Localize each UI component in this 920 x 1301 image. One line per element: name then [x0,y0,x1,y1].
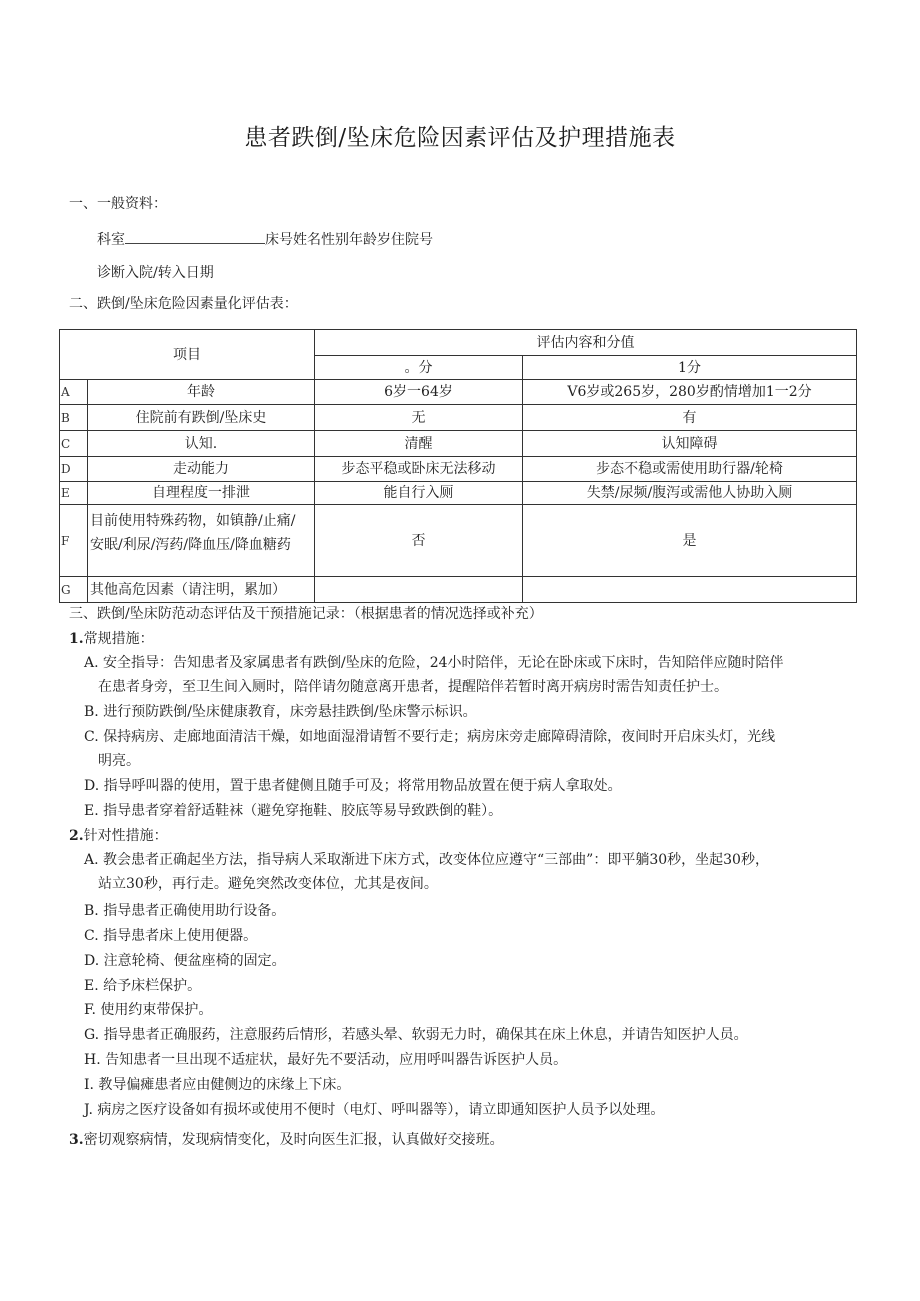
row-score0: 步态平稳或卧床无法移动 [315,457,523,482]
row-score0: 清醒 [315,431,523,457]
row-score1: 失禁/尿频/腹泻或需他人协助入厕 [523,482,857,505]
row-code: B [60,405,88,431]
table-row [60,505,857,577]
header-score1: 1分 [523,356,857,380]
row-code: C [60,431,88,457]
header-score0: 。分 [315,356,523,380]
routine-item-c [84,725,775,773]
observe-line [69,1130,504,1150]
dept-label: 科室 [97,232,125,248]
section2-heading: 二、跌倒/坠床危险因素量化评估表： [69,296,298,312]
targeted-item-e: E. 给予床栏保护。 [84,978,202,994]
routine-item-a [84,651,784,699]
table-row [60,380,857,405]
row-score1: V6岁或265岁，280岁酌情增加1一2分 [523,380,857,405]
row-item-line2: 安眠/利尿/泻药/降血压/降血糖药 [90,537,291,553]
measure-line: 明亮。 [98,753,140,769]
row-score1: 有 [523,405,857,431]
row-item: 其他高危因素（请注明，累加） [88,577,315,603]
measure-line: C. 保持病房、走廊地面清洁干燥，如地面湿滑请暂不要行走；病房床旁走廊障碍清除，夜间时开启床头灯，光线 [84,729,776,745]
routine-item-b: B. 进行预防跌倒/坠床健康教育，床旁悬挂跌倒/坠床警示标识。 [84,704,477,720]
targeted-item-f: F. 使用约束带保护。 [84,1002,213,1018]
risk-assessment-table [59,329,857,603]
row-score1: 是 [523,505,857,577]
measure-line: A. 教会患者正确起坐方法，指导病人采取渐进下床方式，改变体位应遵守“三部曲”：即平躺30秒，坐起30秒， [84,852,769,868]
targeted-item-d: D. 注意轮椅、便盆座椅的固定。 [84,953,286,969]
targeted-item-h: H. 告知患者一旦出现不适症状，最好先不要活动，应用呼叫器告诉医护人员。 [84,1052,568,1068]
routine-num: 1. [69,631,84,647]
row-score1: 认知障碍 [523,431,857,457]
targeted-item-c: C. 指导患者床上使用便器。 [84,928,258,944]
measure-line: A. 安全指导：告知患者及家属患者有跌倒/坠床的危险，24小时陪伴，无论在卧床或下床时，告知陪伴应随时陪伴 [84,655,784,671]
routine-heading [69,629,154,649]
row-score0: 6岁一64岁 [315,380,523,405]
row-score1[interactable] [523,577,857,603]
row-score0: 否 [315,505,523,577]
targeted-item-j: J. 病房之医疗设备如有损坏或使用不便时（电灯、呼叫器等），请立即通知医护人员予以处理。 [84,1102,665,1118]
general-info-line1 [97,229,433,250]
row-item: 自理程度一排泄 [88,482,315,505]
row-item: 年龄 [88,380,315,405]
row-item [88,505,315,577]
row-item-line1: 目前使用特殊药物，如镇静/止痛/ [90,513,296,529]
table-row [60,431,857,457]
row-code: E [60,482,88,505]
row-score0[interactable] [315,577,523,603]
section3-heading: 三、跌倒/坠床防范动态评估及干预措施记录：（根据患者的情况选择或补充） [69,606,543,622]
targeted-label: 针对性措施： [83,828,168,844]
measure-line: 在患者身旁，至卫生间入厕时，陪伴请勿随意离开患者，提醒陪伴若暂时离开病房时需告知责任护士。 [98,679,728,695]
row-score1: 步态不稳或需使用助行器/轮椅 [523,457,857,482]
header-item: 项目 [60,330,315,380]
observe-text: 密切观察病情，发现病情变化，及时向医生汇报，认真做好交接班。 [83,1132,504,1148]
measure-line: 站立30秒，再行走。避免突然改变体位，尤其是夜间。 [98,876,438,892]
routine-item-e: E. 指导患者穿着舒适鞋袜（避免穿拖鞋、胶底等易导致跌倒的鞋）。 [84,803,503,819]
section1-heading: 一、一般资料： [69,196,167,212]
table-row [60,577,857,603]
dept-blank[interactable] [125,229,265,244]
patient-fields-label: 床号姓名性别年龄岁住院号 [265,232,433,248]
row-code: D [60,457,88,482]
targeted-item-a [84,848,769,896]
row-item: 认知. [88,431,315,457]
table-row [60,405,857,431]
row-score0: 能自行入厕 [315,482,523,505]
observe-num: 3. [69,1132,84,1148]
targeted-item-g: G. 指导患者正确服药，注意服药后情形，若感头晕、软弱无力时，确保其在床上休息，并请告知医护人员。 [84,1027,748,1043]
targeted-item-b: B. 指导患者正确使用助行设备。 [84,903,286,919]
routine-item-d: D. 指导呼叫器的使用，置于患者健侧且随手可及；将常用物品放置在便于病人拿取处。 [84,778,622,794]
row-code: A [60,380,88,405]
row-score0: 无 [315,405,523,431]
targeted-item-i: I. 教导偏瘫患者应由健侧边的床缘上下床。 [84,1077,351,1093]
page-title: 患者跌倒/坠床危险因素评估及护理措施表 [244,125,676,151]
routine-label: 常规措施： [83,631,154,647]
table-row [60,482,857,505]
row-item: 走动能力 [88,457,315,482]
targeted-num: 2. [69,828,84,844]
general-info-line2: 诊断入院/转入日期 [97,265,214,281]
targeted-heading [69,826,168,846]
row-code: G [60,577,88,603]
header-content: 评估内容和分值 [315,330,857,356]
row-code: F [60,505,88,577]
row-item: 住院前有跌倒/坠床史 [88,405,315,431]
table-row [60,457,857,482]
